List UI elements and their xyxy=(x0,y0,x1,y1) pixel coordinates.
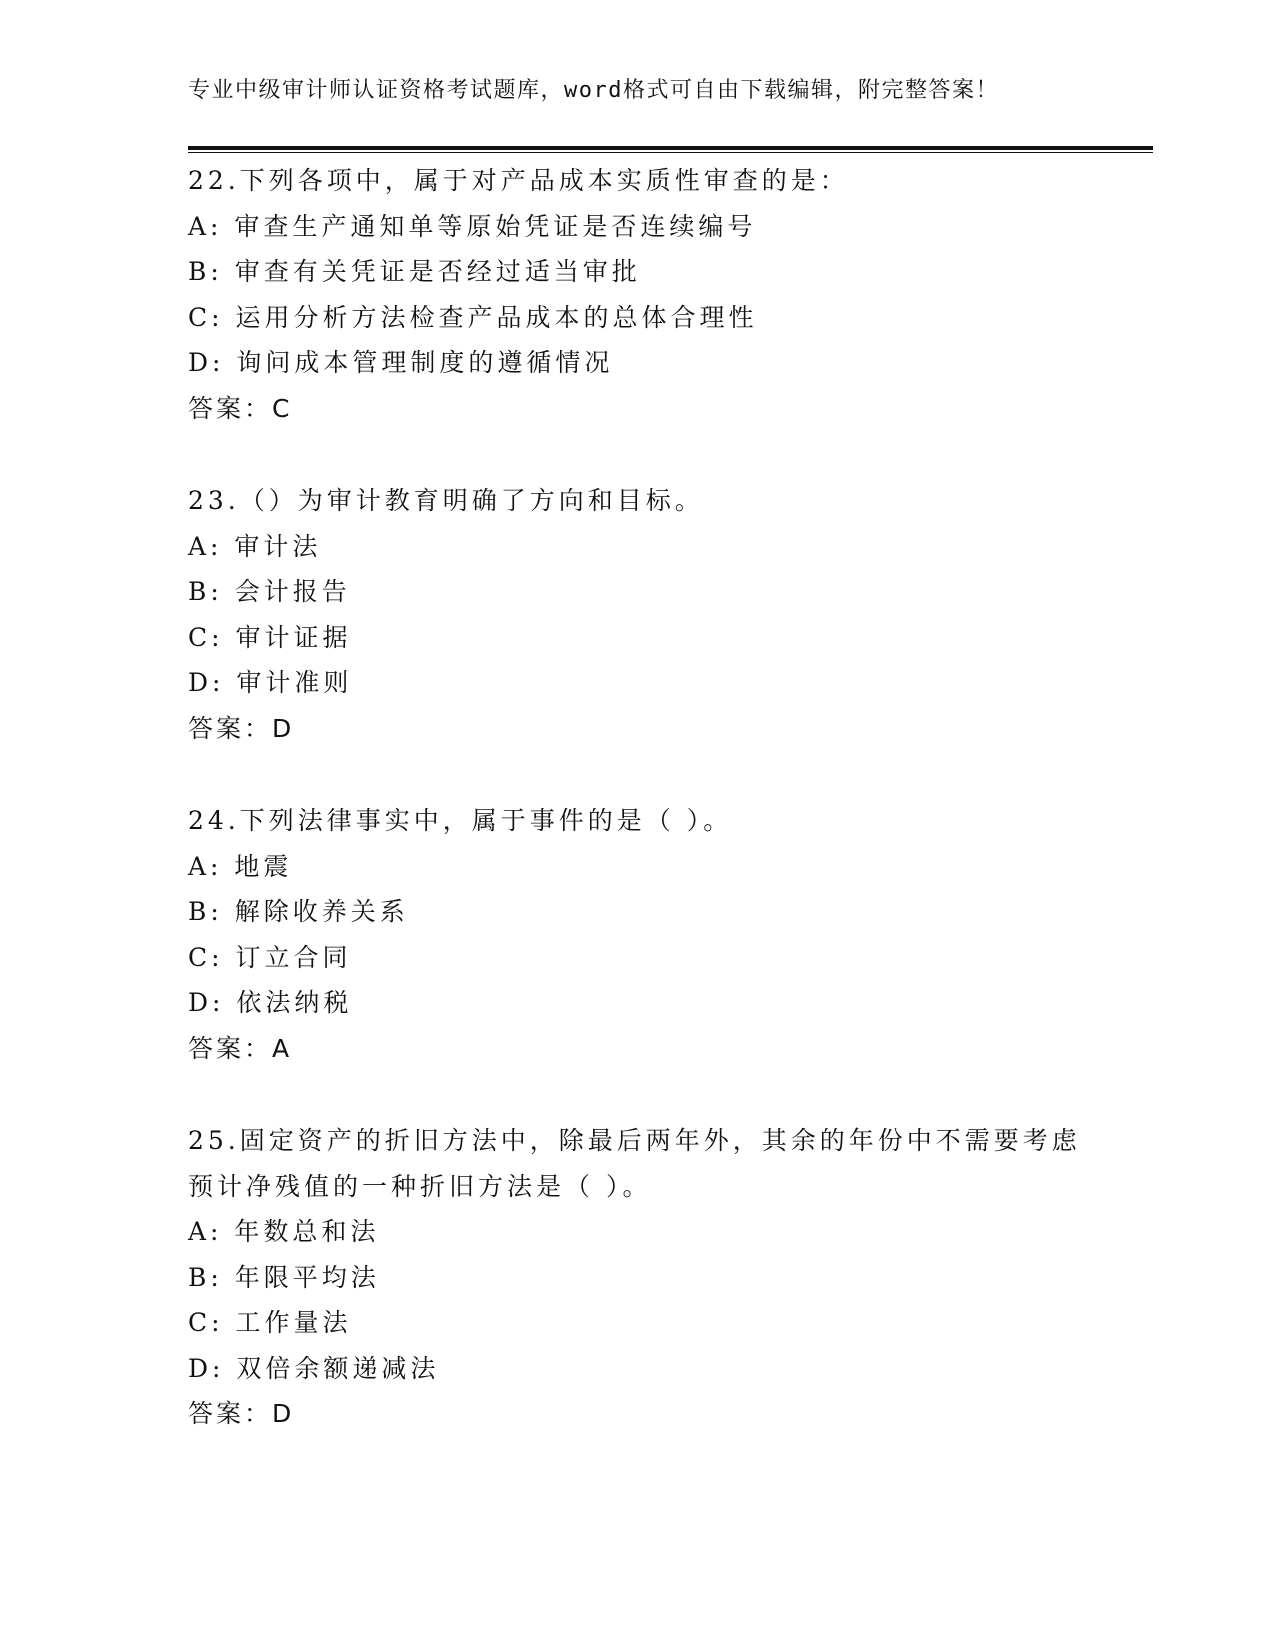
option-b: B: 会计报告 xyxy=(188,577,351,606)
answer: 答案：D xyxy=(188,1399,295,1428)
question-list xyxy=(188,158,1108,1484)
option-a: A: 审查生产通知单等原始凭证是否连续编号 xyxy=(188,211,757,241)
question-stem: 24.下列法律事实中，属于事件的是（ ）。 xyxy=(188,806,733,835)
header-rule-thin xyxy=(188,152,1153,153)
option-c: C: 运用分析方法检查产品成本的总体合理性 xyxy=(188,302,758,332)
question-23 xyxy=(188,478,1108,751)
header-rule-thick xyxy=(188,146,1153,150)
question-22 xyxy=(188,158,1108,431)
option-c: C: 审计证据 xyxy=(188,622,352,652)
option-b: B: 解除收养关系 xyxy=(188,897,409,926)
option-d: D: 双倍余额递减法 xyxy=(188,1353,440,1383)
question-24 xyxy=(188,798,1108,1071)
page-header: 专业中级审计师认证资格考试题库，word格式可自由下载编辑，附完整答案！ xyxy=(188,78,999,103)
option-d: D: 审计准则 xyxy=(188,668,353,697)
option-d: D: 询问成本管理制度的遵循情况 xyxy=(188,348,614,377)
option-a: A: 地震 xyxy=(188,851,293,881)
option-a: A: 审计法 xyxy=(188,531,322,561)
question-stem: 23.（）为审计教育明确了方向和目标。 xyxy=(188,486,704,515)
answer: 答案：A xyxy=(188,1033,293,1063)
option-a: A: 年数总和法 xyxy=(188,1217,380,1246)
question-stem-line-1: 25.固定资产的折旧方法中，除最后两年外，其余的年份中不需要考虑 xyxy=(188,1126,1081,1155)
option-d: D: 依法纳税 xyxy=(188,988,353,1017)
option-c: C: 订立合同 xyxy=(188,942,352,972)
question-stem: 22.下列各项中，属于对产品成本实质性审查的是： xyxy=(188,166,849,195)
option-b: B: 年限平均法 xyxy=(188,1262,380,1292)
question-25 xyxy=(188,1118,1108,1437)
option-c: C: 工作量法 xyxy=(188,1308,352,1337)
option-b: B: 审查有关凭证是否经过适当审批 xyxy=(188,257,641,286)
answer: 答案：C xyxy=(188,393,293,423)
answer: 答案：D xyxy=(188,713,295,743)
question-stem-line-2: 预计净残值的一种折旧方法是（ ）。 xyxy=(188,1171,652,1201)
